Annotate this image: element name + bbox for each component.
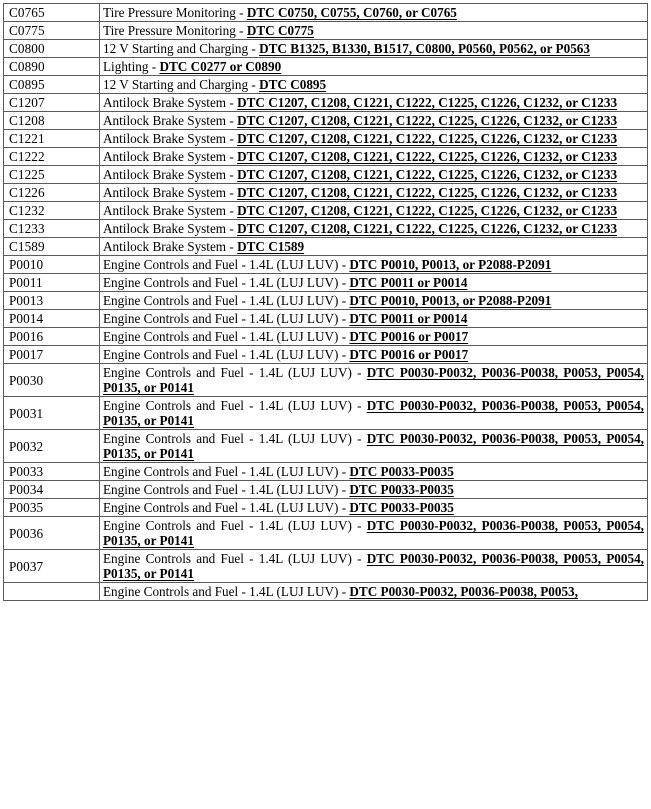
table-row — [4, 583, 648, 601]
table-row — [4, 364, 648, 397]
separator: - — [226, 131, 238, 146]
table-row — [4, 517, 648, 550]
dtc-description-cell — [100, 40, 648, 58]
separator: - — [248, 41, 260, 56]
system-name: Antilock Brake System — [103, 131, 227, 146]
table-row — [4, 58, 648, 76]
dtc-table-body — [4, 4, 648, 601]
dtc-link[interactable]: DTC C0895 — [259, 77, 327, 92]
dtc-code-cell: P0011 — [4, 274, 100, 292]
dtc-link[interactable]: DTC C1207, C1208, C1221, C1222, C1225, C1226, C1232, or C1233 — [237, 185, 618, 200]
dtc-link[interactable]: DTC P0010, P0013, or P2088-P2091 — [349, 293, 552, 308]
system-name: Engine Controls and Fuel - 1.4L (LUJ LUV) — [103, 482, 339, 497]
dtc-code-cell: P0032 — [4, 430, 100, 463]
dtc-code-cell: P0014 — [4, 310, 100, 328]
separator: - — [226, 185, 238, 200]
separator: - — [248, 77, 260, 92]
dtc-code-cell: C0775 — [4, 22, 100, 40]
dtc-code-cell: C1589 — [4, 238, 100, 256]
dtc-link[interactable]: DTC C1207, C1208, C1221, C1222, C1225, C1226, C1232, or C1233 — [237, 131, 618, 146]
table-row — [4, 274, 648, 292]
dtc-link[interactable]: DTC C1207, C1208, C1221, C1222, C1225, C1226, C1232, or C1233 — [237, 167, 618, 182]
dtc-code-cell: C1208 — [4, 112, 100, 130]
separator: - — [338, 293, 350, 308]
dtc-description-cell — [100, 430, 648, 463]
system-name: Engine Controls and Fuel - 1.4L (LUJ LUV) — [103, 347, 339, 362]
table-row — [4, 4, 648, 22]
dtc-description-cell — [100, 112, 648, 130]
dtc-description-cell — [100, 184, 648, 202]
system-name: Engine Controls and Fuel - 1.4L (LUJ LUV) — [103, 275, 339, 290]
table-row — [4, 166, 648, 184]
table-row — [4, 40, 648, 58]
separator: - — [226, 167, 238, 182]
dtc-link[interactable]: DTC P0030-P0032, P0036-P0038, P0053, P0054, P0135, or P0141 — [103, 431, 644, 461]
dtc-code-cell: C1225 — [4, 166, 100, 184]
system-name: 12 V Starting and Charging — [103, 77, 249, 92]
dtc-link[interactable]: DTC C1207, C1208, C1221, C1222, C1225, C1226, C1232, or C1233 — [237, 113, 618, 128]
dtc-link[interactable]: DTC C1207, C1208, C1221, C1222, C1225, C1226, C1232, or C1233 — [237, 95, 618, 110]
separator: - — [351, 518, 367, 533]
dtc-code-cell: C1226 — [4, 184, 100, 202]
separator: - — [226, 95, 238, 110]
dtc-description-cell — [100, 274, 648, 292]
dtc-link[interactable]: DTC C1207, C1208, C1221, C1222, C1225, C1226, C1232, or C1233 — [237, 203, 618, 218]
separator: - — [235, 23, 247, 38]
separator: - — [338, 482, 350, 497]
dtc-link[interactable]: DTC C1207, C1208, C1221, C1222, C1225, C1226, C1232, or C1233 — [237, 221, 618, 236]
system-name: Antilock Brake System — [103, 239, 227, 254]
dtc-description-cell — [100, 583, 648, 601]
table-row — [4, 184, 648, 202]
table-row — [4, 112, 648, 130]
dtc-description-cell — [100, 94, 648, 112]
table-row — [4, 310, 648, 328]
dtc-description-cell — [100, 550, 648, 583]
separator: - — [338, 347, 350, 362]
dtc-description-cell — [100, 364, 648, 397]
separator: - — [338, 329, 350, 344]
table-row — [4, 292, 648, 310]
dtc-code-cell: C1222 — [4, 148, 100, 166]
dtc-description-cell — [100, 328, 648, 346]
system-name: Engine Controls and Fuel - 1.4L (LUJ LUV) — [103, 365, 352, 380]
system-name: Antilock Brake System — [103, 221, 227, 236]
system-name: Engine Controls and Fuel - 1.4L (LUJ LUV) — [103, 311, 339, 326]
dtc-description-cell — [100, 397, 648, 430]
system-name: Tire Pressure Monitoring — [103, 23, 236, 38]
table-row — [4, 397, 648, 430]
separator: - — [351, 365, 367, 380]
table-row — [4, 94, 648, 112]
dtc-description-cell — [100, 499, 648, 517]
dtc-code-cell: C0800 — [4, 40, 100, 58]
dtc-link[interactable]: DTC P0030-P0032, P0036-P0038, P0053, P0054, P0135, or P0141 — [103, 518, 644, 548]
system-name: 12 V Starting and Charging — [103, 41, 249, 56]
dtc-description-cell — [100, 463, 648, 481]
dtc-code-cell: P0033 — [4, 463, 100, 481]
dtc-description-cell — [100, 58, 648, 76]
system-name: Tire Pressure Monitoring — [103, 5, 236, 20]
table-row — [4, 238, 648, 256]
dtc-code-cell: P0034 — [4, 481, 100, 499]
dtc-link[interactable]: DTC C0750, C0755, C0760, or C0765 — [246, 5, 457, 20]
table-row — [4, 256, 648, 274]
separator: - — [338, 311, 350, 326]
dtc-link[interactable]: DTC P0030-P0032, P0036-P0038, P0053, P0054, P0135, or P0141 — [103, 551, 644, 581]
system-name: Engine Controls and Fuel - 1.4L (LUJ LUV) — [103, 500, 339, 515]
separator: - — [226, 221, 238, 236]
dtc-description-cell — [100, 310, 648, 328]
separator: - — [226, 149, 238, 164]
dtc-table — [3, 3, 648, 601]
separator: - — [351, 551, 367, 566]
dtc-code-cell: P0037 — [4, 550, 100, 583]
system-name: Engine Controls and Fuel - 1.4L (LUJ LUV) — [103, 584, 339, 599]
separator: - — [351, 431, 367, 446]
system-name: Engine Controls and Fuel - 1.4L (LUJ LUV) — [103, 551, 352, 566]
system-name: Engine Controls and Fuel - 1.4L (LUJ LUV) — [103, 431, 352, 446]
table-row — [4, 328, 648, 346]
system-name: Antilock Brake System — [103, 167, 227, 182]
separator: - — [338, 257, 350, 272]
dtc-code-cell: P0013 — [4, 292, 100, 310]
separator: - — [338, 500, 350, 515]
separator: - — [235, 5, 247, 20]
dtc-link[interactable]: DTC C0277 or C0890 — [159, 59, 282, 74]
dtc-link[interactable]: DTC C1207, C1208, C1221, C1222, C1225, C1226, C1232, or C1233 — [237, 149, 618, 164]
system-name: Antilock Brake System — [103, 203, 227, 218]
separator: - — [351, 398, 367, 413]
dtc-description-cell — [100, 202, 648, 220]
separator: - — [148, 59, 160, 74]
table-row — [4, 220, 648, 238]
dtc-link[interactable]: DTC P0030-P0032, P0036-P0038, P0053, P0054, P0135, or P0141 — [103, 365, 644, 395]
dtc-description-cell — [100, 22, 648, 40]
system-name: Engine Controls and Fuel - 1.4L (LUJ LUV) — [103, 293, 339, 308]
dtc-link[interactable]: DTC P0030-P0032, P0036-P0038, P0053, — [349, 584, 578, 599]
table-row — [4, 430, 648, 463]
dtc-description-cell — [100, 166, 648, 184]
dtc-code-cell: P0010 — [4, 256, 100, 274]
table-row — [4, 550, 648, 583]
dtc-code-cell: P0031 — [4, 397, 100, 430]
table-row — [4, 202, 648, 220]
table-row — [4, 148, 648, 166]
dtc-description-cell — [100, 148, 648, 166]
dtc-link[interactable]: DTC B1325, B1330, B1517, C0800, P0560, P0562, or P0563 — [259, 41, 590, 56]
dtc-code-cell: P0036 — [4, 517, 100, 550]
table-row — [4, 130, 648, 148]
system-name: Antilock Brake System — [103, 149, 227, 164]
separator: - — [338, 275, 350, 290]
dtc-code-cell: P0017 — [4, 346, 100, 364]
dtc-description-cell — [100, 4, 648, 22]
system-name: Antilock Brake System — [103, 95, 227, 110]
dtc-description-cell — [100, 481, 648, 499]
table-row — [4, 346, 648, 364]
system-name: Engine Controls and Fuel - 1.4L (LUJ LUV) — [103, 398, 352, 413]
table-row — [4, 481, 648, 499]
separator: - — [338, 584, 350, 599]
dtc-link[interactable]: DTC P0016 or P0017 — [349, 347, 469, 362]
dtc-code-cell: C0765 — [4, 4, 100, 22]
separator: - — [226, 239, 238, 254]
dtc-code-cell — [4, 583, 100, 601]
dtc-link[interactable]: DTC P0033-P0035 — [349, 500, 454, 515]
dtc-code-cell: P0035 — [4, 499, 100, 517]
dtc-link[interactable]: DTC P0011 or P0014 — [349, 275, 468, 290]
dtc-code-cell: P0030 — [4, 364, 100, 397]
dtc-link[interactable]: DTC P0016 or P0017 — [349, 329, 469, 344]
system-name: Engine Controls and Fuel - 1.4L (LUJ LUV) — [103, 257, 339, 272]
dtc-description-cell — [100, 292, 648, 310]
table-row — [4, 22, 648, 40]
dtc-code-cell: C0890 — [4, 58, 100, 76]
dtc-code-cell: P0016 — [4, 328, 100, 346]
system-name: Engine Controls and Fuel - 1.4L (LUJ LUV) — [103, 518, 352, 533]
dtc-link[interactable]: DTC C0775 — [246, 23, 314, 38]
system-name: Lighting — [103, 59, 149, 74]
system-name: Engine Controls and Fuel - 1.4L (LUJ LUV) — [103, 329, 339, 344]
dtc-link[interactable]: DTC P0030-P0032, P0036-P0038, P0053, P0054, P0135, or P0141 — [103, 398, 644, 428]
dtc-code-cell: C1221 — [4, 130, 100, 148]
dtc-description-cell — [100, 220, 648, 238]
table-row — [4, 76, 648, 94]
dtc-code-cell: C1207 — [4, 94, 100, 112]
dtc-link[interactable]: DTC P0010, P0013, or P2088-P2091 — [349, 257, 552, 272]
dtc-description-cell — [100, 130, 648, 148]
dtc-description-cell — [100, 256, 648, 274]
system-name: Engine Controls and Fuel - 1.4L (LUJ LUV) — [103, 464, 339, 479]
dtc-code-cell: C0895 — [4, 76, 100, 94]
dtc-link[interactable]: DTC P0033-P0035 — [349, 464, 454, 479]
dtc-description-cell — [100, 76, 648, 94]
dtc-code-cell: C1233 — [4, 220, 100, 238]
dtc-description-cell — [100, 517, 648, 550]
system-name: Antilock Brake System — [103, 185, 227, 200]
separator: - — [338, 464, 350, 479]
separator: - — [226, 203, 238, 218]
dtc-code-cell: C1232 — [4, 202, 100, 220]
table-row — [4, 463, 648, 481]
dtc-link[interactable]: DTC P0033-P0035 — [349, 482, 454, 497]
dtc-link[interactable]: DTC C1589 — [237, 239, 305, 254]
dtc-link[interactable]: DTC P0011 or P0014 — [349, 311, 468, 326]
table-row — [4, 499, 648, 517]
system-name: Antilock Brake System — [103, 113, 227, 128]
dtc-description-cell — [100, 346, 648, 364]
dtc-description-cell — [100, 238, 648, 256]
separator: - — [226, 113, 238, 128]
